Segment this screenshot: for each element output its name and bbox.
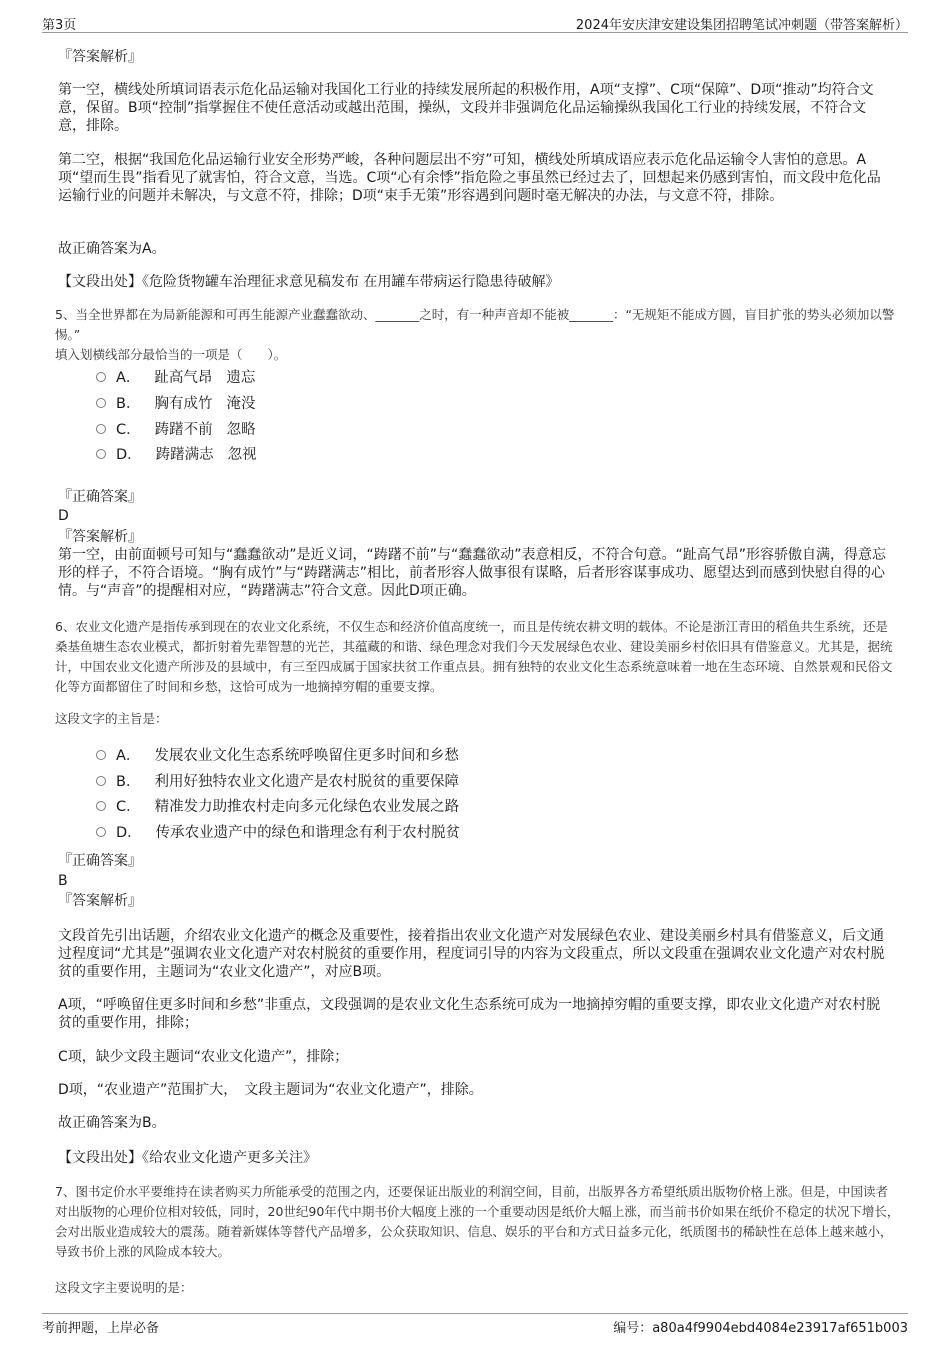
page-footer xyxy=(42,1313,908,1334)
q6-correct-label: 『正确答案』 xyxy=(58,853,142,869)
q5-prompt: 填入划横线部分最恰当的一项是（ ）。 xyxy=(55,347,287,362)
page-number: 第3页 xyxy=(42,18,77,33)
q6-analysis-label: 『答案解析』 xyxy=(58,893,142,909)
radio-icon[interactable] xyxy=(96,372,106,382)
radio-icon[interactable] xyxy=(96,449,106,459)
radio-icon[interactable] xyxy=(96,750,106,760)
q5-analysis-label: 『答案解析』 xyxy=(58,529,142,545)
q6-option-c[interactable]: C． 精准发力助推农村走向多元化绿色农业发展之路 xyxy=(96,797,459,817)
q5-option-b[interactable]: B． 胸有成竹 淹没 xyxy=(96,394,255,414)
q6-option-d[interactable]: D． 传承农业遗产中的绿色和谐理念有利于农村脱贫 xyxy=(96,823,460,843)
q4-analysis-para1: 第一空，横线处所填词语表示危化品运输对我国化工行业的持续发展所起的积极作用，A项“支撑”、C项“保障”、D项“推动”均符合文意，保留。B项“控制”指掌握住不使任意活动或越出范围，操纵，文段并非强调危化品运输操纵我国化工行业的持续发展，不符合文意，排除。 xyxy=(58,82,874,134)
radio-icon[interactable] xyxy=(96,398,106,408)
q6-option-a[interactable]: A． 发展农业文化生态系统呼唤留住更多时间和乡愁 xyxy=(96,746,459,766)
q5-correct-label: 『正确答案』 xyxy=(58,489,142,505)
q5-analysis: 第一空，由前面顿号可知与“蠢蠢欲动”是近义词，“踌躇不前”与“蠢蠢欲动”表意相反，不符合句意。“趾高气昂”形容骄傲自满，得意忘形的样子，不符合语境。“胸有成竹”与“踌躇满志”相比，前者形容人做事很有谋略，后者形容谋事成功、愿望达到而感到快慰自得的心情。与“声音”的提醒相对应，“踌躇满志”符合文意。因此D项正确。 xyxy=(58,547,887,599)
footer-slogan: 考前押题，上岸必备 xyxy=(42,1321,160,1336)
q4-analysis-label: 『答案解析』 xyxy=(58,49,142,65)
radio-icon[interactable] xyxy=(96,801,106,811)
radio-icon[interactable] xyxy=(96,776,106,786)
q6-conclusion: 故正确答案为B。 xyxy=(58,1115,166,1131)
q5-correct-answer: D xyxy=(58,508,69,524)
q6-stem: 6、农业文化遗产是指传承到现在的农业文化系统，不仅生态和经济价值高度统一，而且是传统农耕文明的载体。不论是浙江青田的稻鱼共生系统，还是桑基鱼塘生态农业模式，都折射着先辈智慧的光芒，其蕴藏的和谐、绿色理念对我们今天发展绿色农业、建设美丽乡村依旧具有借鉴意义。尤其是，据统计，中国农业文化遗产所涉及的县域中，有三至四成属于国家扶贫工作重点县。拥有独特的农业文化生态系统意味着一地在生态环境、自然景观和民俗文化等方面都留住了时间和乡愁，这恰可成为一地摘掉穷帽的重要支撑。 xyxy=(55,619,893,694)
radio-icon[interactable] xyxy=(96,424,106,434)
q6-analysis-para2: A项，“呼唤留住更多时间和乡愁”非重点，文段强调的是农业文化生态系统可成为一地摘掉穷帽的重要支撑，即农业文化遗产对农村脱贫的重要作用，排除； xyxy=(58,997,881,1031)
q7-stem: 7、图书定价水平要维持在读者购买力所能承受的范围之内，还要保证出版业的利润空间，目前，出版界各方希望纸质出版物价格上涨。但是，中国读者对出版物的心理价位相对较低，同时，20世纪90年代中期书价大幅度上涨的一个重要动因是纸价大幅上涨，而当前书价如果在纸价不稳定的状况下增长，会对出版业造成较大的震荡。随着新媒体等替代产品增多，公众获取知识、信息、娱乐的平台和方式日益多元化，纸质图书的稀缺性在总体上越来越小，导致书价上涨的风险成本较大。 xyxy=(55,1184,900,1259)
q6-prompt: 这段文字的主旨是： xyxy=(55,711,168,726)
q7-prompt: 这段文字主要说明的是： xyxy=(55,1280,193,1295)
q5-option-d[interactable]: D． 踌躇满志 忽视 xyxy=(96,445,257,465)
q6-source: 【文段出处】《给农业文化遗产更多关注》 xyxy=(58,1150,317,1166)
q4-conclusion: 故正确答案为A。 xyxy=(58,241,166,257)
document-title: 2024年安庆津安建设集团招聘笔试冲刺题（带答案解析） xyxy=(575,18,908,33)
page-header xyxy=(42,12,908,33)
q6-option-b[interactable]: B． 利用好独特农业文化遗产是农村脱贫的重要保障 xyxy=(96,772,459,792)
q6-analysis-para1: 文段首先引出话题，介绍农业文化遗产的概念及重要性，接着指出农业文化遗产对发展绿色农业、建设美丽乡村具有借鉴意义，后文通过程度词“尤其是”强调农业文化遗产对农村脱贫的重要作用，程度词引导的内容为文段重点，所以文段重在强调农业文化遗产对农村脱贫的重要作用，主题词为“农业文化遗产”，对应B项。 xyxy=(58,928,885,980)
q5-option-a[interactable]: A． 趾高气昂 遗忘 xyxy=(96,368,255,388)
radio-icon[interactable] xyxy=(96,827,106,837)
q6-correct-answer: B xyxy=(58,873,68,889)
q5-stem: 5、当全世界都在为局新能源和可再生能源产业蠢蠢欲动、_______之时，有一种声音却不能被_______：“无规矩不能成方圆，盲目扩张的势头必须加以警惕。” xyxy=(55,307,895,342)
q6-analysis-para3: C项，缺少文段主题词“农业文化遗产”，排除； xyxy=(58,1049,349,1065)
q4-source: 【文段出处】《危险货物罐车治理征求意见稿发布 在用罐车带病运行隐患待破解》 xyxy=(58,274,560,290)
q5-option-c[interactable]: C． 踌躇不前 忽略 xyxy=(96,420,256,440)
document-code: 编号：a80a4f9904ebd4084e23917af651b003 xyxy=(613,1321,908,1336)
q4-analysis-para2: 第二空，根据“我国危化品运输行业安全形势严峻，各种问题层出不穷”可知，横线处所填成语应表示危化品运输令人害怕的意思。A项“望而生畏”指看见了就害怕，符合文意，当选。C项“心有余悸”指危险之事虽然已经过去了，回想起来仍感到害怕，而文段中危化品运输行业的问题并未解决，与文意不符，排除；D项“束手无策”形容遇到问题时毫无解决的办法，与文意不符，排除。 xyxy=(58,152,881,204)
q6-analysis-para4: D项，“农业遗产”范围扩大， 文段主题词为“农业文化遗产”，排除。 xyxy=(58,1082,483,1098)
